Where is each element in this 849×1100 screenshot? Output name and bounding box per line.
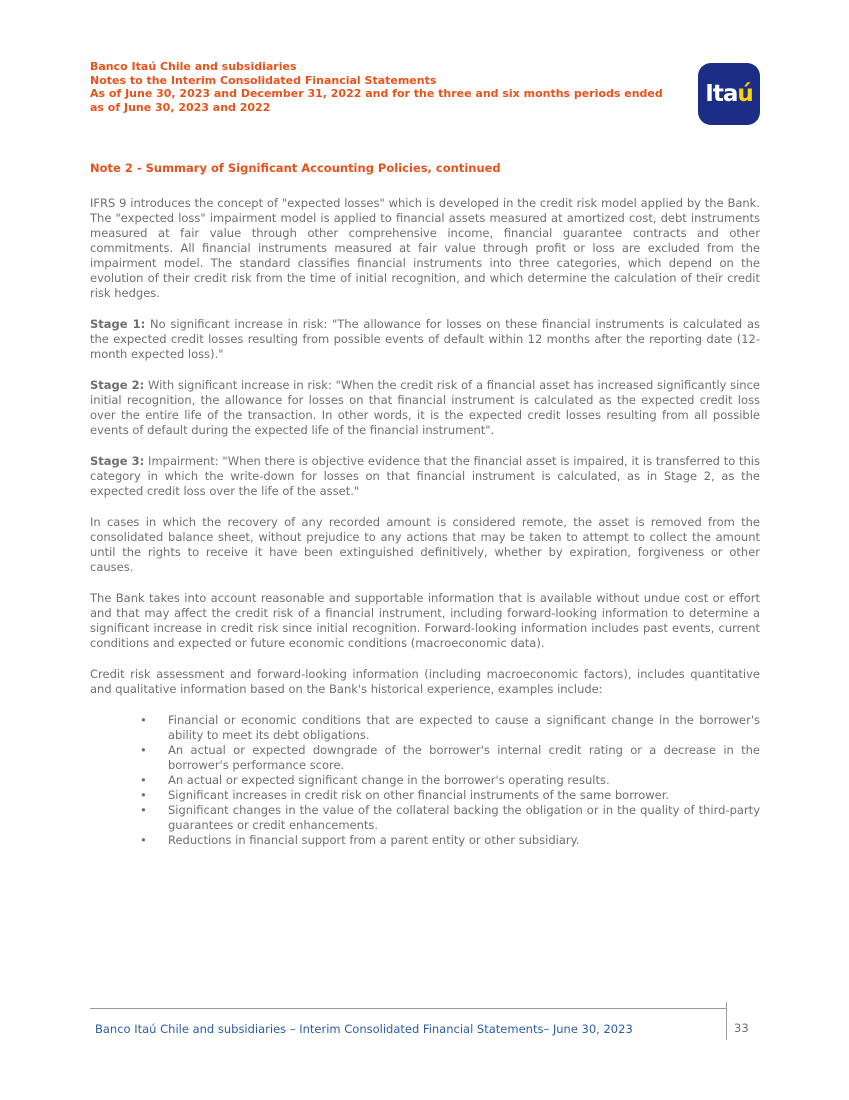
list-item-text: Significant increases in credit risk on other financial instruments of the same borrower. [168,788,670,802]
bullet-icon: • [140,773,147,787]
bullet-icon: • [140,803,147,817]
paragraph-stage-3 [90,454,760,499]
list-item [90,833,760,848]
paragraph-stage-1 [90,317,760,362]
list-item-text: Financial or economic conditions that are expected to cause a significant change in the borrower's ability to meet its debt obligations. [168,713,760,742]
bullet-icon: • [140,833,147,847]
paragraph-credit-risk-assessment: Credit risk assessment and forward-looking information (including macroeconomic factors), includes quantitative and qualitative information based on the Bank's historical experience, examples include: [90,667,760,696]
page-number: 33 [734,1021,749,1035]
note-heading: Note 2 - Summary of Significant Accounting Policies, continued [90,161,501,175]
list-item [90,743,760,773]
list-item-text: An actual or expected downgrade of the borrower's internal credit rating or a decrease in the borrower's performance score. [168,743,760,772]
stage-1-text: No significant increase in risk: "The allowance for losses on these financial instruments is calculated as the expected credit losses resulting from possible events of default within 12 months after the reporting date (12-month expected loss)." [90,317,760,361]
stage-2-label: Stage 2: [90,378,145,392]
header-period-line: As of June 30, 2023 and December 31, 2022 and for the three and six months periods ended as of June 30, 2023 and 2022 [90,87,663,114]
header-title-line: Notes to the Interim Consolidated Financial Statements [90,73,437,87]
paragraph-forward-looking: The Bank takes into account reasonable and supportable information that is available without undue cost or effort and that may affect the credit risk of a financial instrument, including forward-looking information to determine a significant increase in credit risk since initial recognition. Forward-looking information includes past events, current conditions and expected or future economic conditions (macroeconomic data). [90,591,760,650]
list-item-text: An actual or expected significant change in the borrower's operating results. [168,773,610,787]
bullet-icon: • [140,713,147,727]
itau-logo-accent: ú [737,81,753,107]
header-company-line: Banco Itaú Chile and subsidiaries [90,60,297,73]
bullet-icon: • [140,743,147,757]
list-item [90,713,760,743]
footer-text: Banco Itaú Chile and subsidiaries – Interim Consolidated Financial Statements– June 30, 2023 [95,1022,633,1036]
page-number-box [726,1002,760,1040]
examples-list [90,713,760,848]
paragraph-remote-recovery: In cases in which the recovery of any recorded amount is considered remote, the asset is removed from the consolidated balance sheet, without prejudice to any actions that may be taken to attempt to collect the amount until the rights to receive it have been extinguished definitively, whether by expiration, forgiveness or other causes. [90,515,760,574]
list-item-text: Reductions in financial support from a parent entity or other subsidiary. [168,833,580,847]
document-footer [90,1002,760,1040]
list-item [90,803,760,833]
stage-1-label: Stage 1: [90,317,146,331]
footer-rule [90,1008,726,1037]
paragraph-ifrs9-intro: IFRS 9 introduces the concept of "expected losses" which is developed in the credit risk model applied by the Bank. The "expected loss" impairment model is applied to financial assets measured at amortized cost, debt instruments measured at fair value through other comprehensive income, financial guarantee contracts and other commitments. All financial instruments measured at fair value through profit or loss are excluded from the impairment model. The standard classifies financial instruments into three categories, which depend on the evolution of their credit risk from the time of initial recognition, and which determine the calculation of their credit risk hedges. [90,196,760,300]
bullet-icon: • [140,788,147,802]
document-header [90,60,760,125]
list-item-text: Significant changes in the value of the collateral backing the obligation or in the quality of third-party guarantees or credit enhancements. [168,803,760,832]
header-text-block [90,60,675,114]
stage-3-text: Impairment: "When there is objective evidence that the financial asset is impaired, it is transferred to this category in which the write-down for losses on that financial instrument is calculated, as in Stage 2, as the expected credit loss over the life of the asset." [90,454,760,498]
itau-logo [698,63,760,125]
list-item [90,773,760,788]
paragraph-stage-2 [90,378,760,438]
stage-3-label: Stage 3: [90,454,145,468]
list-item [90,788,760,803]
itau-logo-text: Ita [705,81,738,107]
stage-2-text: With significant increase in risk: "When the credit risk of a financial asset has increased significantly since initial recognition, the allowance for losses on that financial instrument is calculated as the expected credit loss over the entire life of the transaction. In other words, it is the expected credit losses resulting from all possible events of default during the expected life of the financial instrument". [90,378,760,437]
